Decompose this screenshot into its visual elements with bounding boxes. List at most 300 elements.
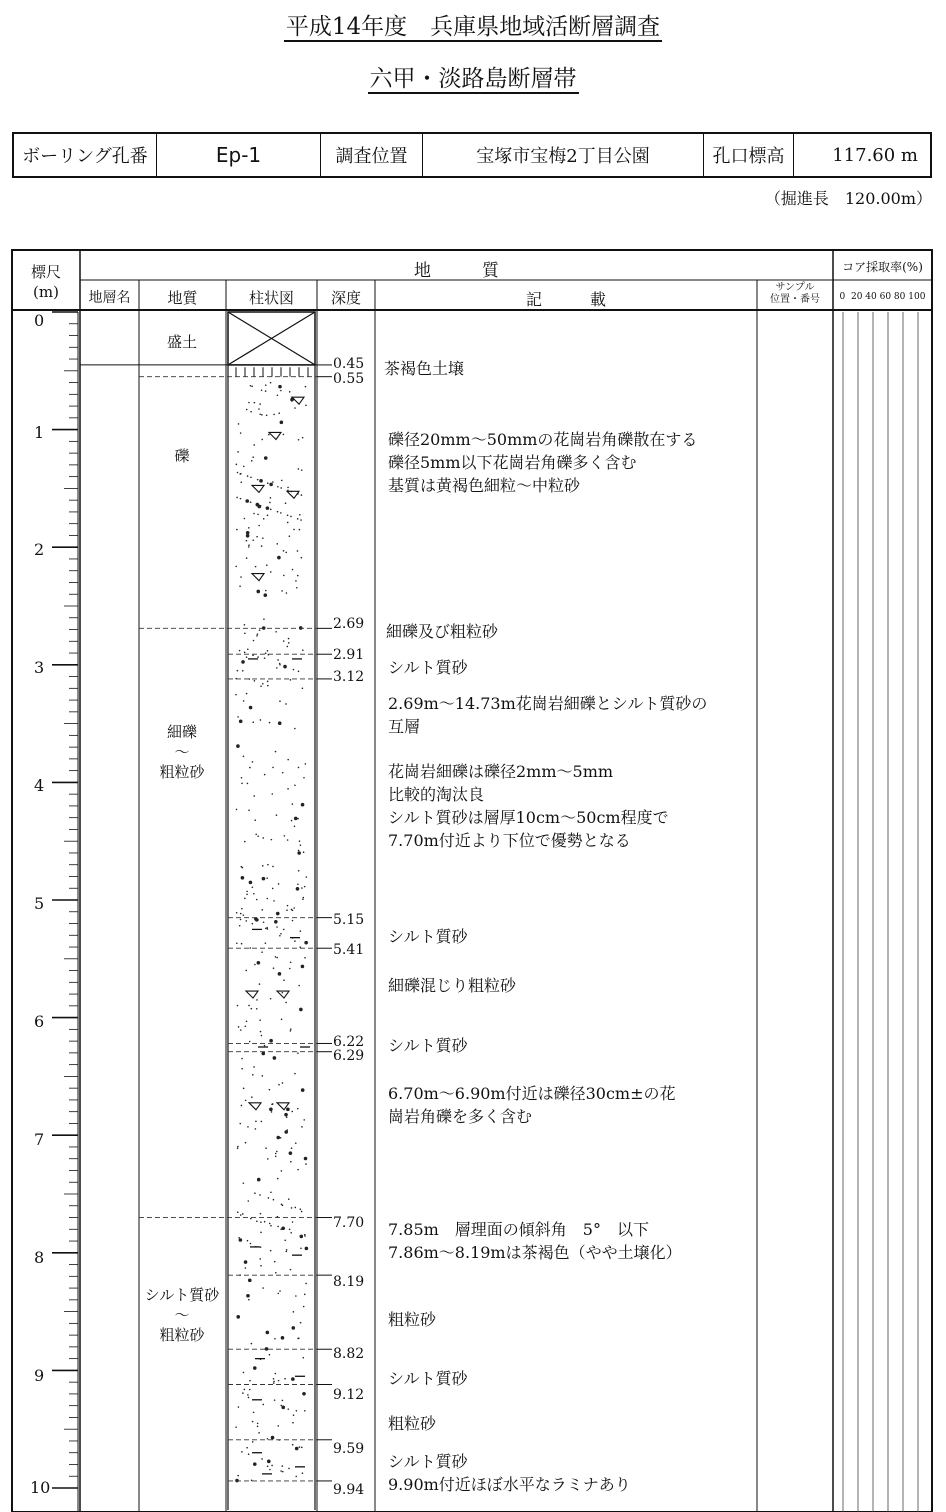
gravel-dot — [294, 817, 298, 821]
gravel-dot — [281, 1019, 283, 1021]
gravel-dot — [275, 1373, 277, 1375]
gravel-dot — [291, 1326, 295, 1330]
gravel-dot — [263, 921, 265, 923]
gravel-dot — [272, 866, 274, 868]
gravel-dot — [246, 891, 248, 893]
gravel-dot — [237, 1475, 239, 1477]
gravel-dot — [300, 844, 302, 846]
gravel-dot — [247, 475, 249, 477]
gravel-dot — [242, 1392, 244, 1394]
depth-header: 深度 — [330, 289, 361, 307]
gravel-dot — [270, 1191, 272, 1193]
gravel-dot — [238, 1237, 240, 1239]
gravel-dot — [279, 700, 281, 702]
gravel-dot — [249, 1380, 251, 1382]
gravel-dot — [289, 535, 291, 537]
gravel-dot — [304, 957, 306, 959]
description-text: シルト質砂 — [388, 658, 468, 677]
gravel-dot — [302, 437, 304, 439]
gravel-dot — [250, 1218, 252, 1220]
gravel-dot — [286, 1249, 288, 1251]
gravel-dot — [240, 498, 242, 500]
gravel-dot — [305, 1283, 307, 1285]
gravel-dot — [287, 487, 289, 489]
gravel-dot — [294, 826, 296, 828]
gravel-dot — [299, 529, 301, 531]
gravel-dot — [265, 928, 267, 930]
gravel-dot — [302, 1392, 306, 1396]
scale-tick-label: 7 — [34, 1130, 45, 1149]
gravel-dot — [244, 1260, 248, 1264]
gravel-dot — [280, 1470, 282, 1472]
gravel-dot — [270, 1250, 272, 1252]
elevation-label: 孔口標高 — [704, 134, 794, 176]
gravel-dot — [268, 434, 270, 436]
gravel-dot — [273, 414, 275, 416]
gravel-dot — [276, 1151, 278, 1153]
gravel-dot — [277, 1178, 279, 1180]
depth-label: 8.82 — [333, 1346, 365, 1362]
gravel-dot — [301, 1447, 303, 1449]
gravel-dot — [250, 385, 252, 387]
gravel-dot — [253, 513, 255, 515]
gravel-dot — [283, 640, 285, 642]
gravel-dot — [297, 1108, 299, 1110]
geology-header: 地質 — [167, 289, 198, 307]
gravel-dot — [259, 629, 261, 631]
pebble-mark — [287, 491, 299, 498]
description-text: シルト質砂 9.90m付近ほぼ水平なラミナあり — [388, 1452, 631, 1494]
scale-tick-label: 3 — [34, 658, 45, 677]
gravel-dot — [259, 1194, 261, 1196]
gravel-dot — [249, 947, 251, 949]
gravel-dot — [288, 642, 290, 644]
gravel-dot — [257, 1426, 259, 1428]
gravel-dot — [253, 893, 255, 895]
gravel-dot — [298, 439, 300, 441]
gravel-dot — [278, 972, 282, 976]
gravel-dot — [246, 409, 248, 411]
gravel-dot — [259, 413, 261, 415]
gravel-dot — [276, 543, 278, 545]
gravel-dot — [237, 1211, 239, 1213]
gravel-dot — [250, 411, 252, 413]
gravel-dot — [245, 1267, 247, 1269]
gravel-dot — [247, 1200, 249, 1202]
gravel-dot — [274, 1399, 276, 1401]
gravel-dot — [257, 514, 259, 516]
gravel-dot — [264, 1045, 266, 1047]
gravel-dot — [280, 487, 282, 489]
gravel-dot — [260, 685, 262, 687]
gravel-dot — [246, 1020, 248, 1022]
gravel-dot — [236, 529, 238, 531]
gravel-dot — [237, 1146, 239, 1148]
gravel-dot — [237, 472, 239, 474]
gravel-dot — [272, 481, 274, 483]
gravel-dot — [295, 1447, 299, 1451]
gravel-dot — [246, 894, 248, 896]
gravel-dot — [239, 473, 241, 475]
gravel-dot — [267, 1460, 271, 1464]
gravel-dot — [283, 665, 287, 669]
gravel-dot — [290, 1269, 292, 1271]
gravel-dot — [277, 1226, 279, 1228]
depth-label: 8.19 — [333, 1274, 365, 1290]
gravel-dot — [255, 833, 257, 835]
gravel-dot — [248, 402, 250, 404]
gravel-dot — [302, 687, 304, 689]
gravel-dot — [269, 1223, 271, 1225]
gravel-dot — [243, 756, 245, 758]
gravel-dot — [261, 909, 263, 911]
gravel-dot — [305, 1247, 309, 1251]
gravel-dot — [267, 1158, 269, 1160]
gravel-dot — [272, 767, 274, 769]
description-text: 粗粒砂 — [388, 1310, 437, 1329]
gravel-dot — [238, 423, 240, 425]
gravel-dot — [285, 552, 287, 554]
gravel-dot — [252, 1441, 254, 1443]
gravel-dot — [260, 1213, 262, 1215]
gravel-dot — [253, 1366, 257, 1370]
gravel-dot — [283, 929, 285, 931]
gravel-dot — [248, 527, 250, 529]
gravel-dot — [298, 850, 300, 852]
gravel-dot — [281, 590, 283, 592]
gravel-dot — [251, 386, 253, 388]
gravel-dot — [241, 866, 243, 868]
gravel-dot — [252, 654, 254, 656]
gravel-dot — [276, 814, 278, 816]
gravel-dot — [244, 1389, 246, 1391]
gravel-dot — [241, 777, 243, 779]
gravel-dot — [298, 468, 300, 470]
gravel-dot — [258, 525, 260, 527]
gravel-dot — [239, 650, 241, 652]
gravel-dot — [291, 820, 293, 822]
gravel-dot — [241, 660, 245, 664]
gravel-dot — [304, 1157, 308, 1161]
gravel-dot — [235, 694, 237, 696]
gravel-dot — [241, 943, 243, 945]
gravel-dot — [298, 985, 300, 987]
gravel-dot — [269, 722, 271, 724]
scale-tick-label: 2 — [34, 540, 45, 559]
gravel-dot — [277, 659, 279, 661]
gravel-dot — [249, 881, 253, 885]
gravel-dot — [291, 1207, 293, 1209]
gravel-dot — [289, 968, 291, 970]
depth-ruler — [52, 312, 78, 1512]
gravel-dot — [298, 1337, 300, 1339]
gravel-dot — [256, 899, 258, 901]
pebble-mark — [246, 991, 258, 998]
gravel-dot — [286, 592, 288, 594]
description-text: 花崗岩細礫は礫径2mm～5mm 比較的淘汰良 シルト質砂は層厚10cm～50cm程度で 7.70m付近より下位で優勢となる — [388, 762, 669, 850]
gravel-dot — [297, 518, 299, 520]
gravel-dot — [246, 540, 248, 542]
gravel-dot — [266, 877, 268, 879]
gravel-dot — [257, 1178, 261, 1182]
gravel-dot — [247, 1126, 249, 1128]
gravel-dot — [290, 1030, 292, 1032]
gravel-dot — [241, 1058, 243, 1060]
gravel-dot — [255, 918, 259, 922]
gravel-dot — [297, 883, 299, 885]
gravel-dot — [260, 1221, 262, 1223]
gravel-dot — [244, 652, 246, 654]
gravel-dot — [265, 590, 267, 592]
gravel-dot — [276, 926, 278, 928]
gravel-dot — [243, 700, 245, 702]
gravel-dot — [301, 1088, 305, 1092]
description-text: 茶褐色土壌 — [384, 359, 465, 378]
gravel-dot — [242, 670, 244, 672]
gravel-dot — [283, 575, 285, 577]
gravel-dot — [246, 693, 248, 695]
gravel-dot — [255, 1128, 257, 1130]
gravel-dot — [240, 432, 242, 434]
gravel-dot — [271, 793, 273, 795]
gravel-dot — [268, 1197, 270, 1199]
gravel-dot — [280, 512, 282, 514]
gravel-dot — [249, 1389, 251, 1391]
gravel-dot — [282, 1205, 284, 1207]
gravel-dot — [278, 1380, 280, 1382]
gravel-dot — [253, 444, 255, 446]
gravel-dot — [273, 1199, 275, 1201]
gravel-dot — [254, 819, 256, 821]
gravel-dot — [273, 967, 275, 969]
gravel-dot — [237, 716, 239, 718]
gravel-dot — [240, 481, 242, 483]
gravel-dot — [287, 839, 289, 841]
gravel-dot — [248, 1295, 250, 1297]
description-text: 7.85m 層理面の傾斜角 5° 以下 7.86m～8.19mは茶褐色（やや土壌化） — [388, 1220, 682, 1262]
geology-unit-gravel: 礫 — [174, 447, 190, 465]
gravel-dot — [283, 979, 285, 981]
gravel-dot — [260, 1232, 262, 1234]
gravel-dot — [273, 1378, 275, 1380]
gravel-dot — [236, 497, 238, 499]
location-label: 調査位置 — [321, 134, 423, 176]
gravel-dot — [248, 546, 250, 548]
gravel-dot — [254, 1192, 256, 1194]
gravel-dot — [271, 1111, 273, 1113]
gravel-dot — [246, 534, 250, 538]
gravel-dot — [304, 941, 308, 945]
gravel-dot — [302, 649, 304, 651]
gravel-dot — [261, 389, 263, 391]
gravel-dot — [263, 518, 265, 520]
pebble-mark — [277, 991, 289, 998]
gravel-dot — [270, 998, 272, 1000]
gravel-dot — [245, 1100, 247, 1102]
gravel-dot — [241, 1451, 243, 1453]
gravel-dot — [298, 671, 300, 673]
gravel-dot — [235, 566, 237, 568]
gravel-dot — [243, 1182, 245, 1184]
gravel-dot — [252, 721, 254, 723]
gravel-dot — [304, 1235, 306, 1237]
scale-header: 標尺 (m) — [30, 263, 61, 301]
gravel-dot — [267, 1466, 269, 1468]
gravel-dot — [301, 803, 305, 807]
gravel-dot — [298, 870, 300, 872]
gravel-dot — [299, 946, 301, 948]
gravel-dot — [261, 1458, 263, 1460]
gravel-dot — [248, 1397, 250, 1399]
gravel-dot — [296, 887, 300, 891]
gravel-dot — [266, 1331, 270, 1335]
gravel-dot — [267, 1438, 269, 1440]
gravel-dot — [245, 970, 247, 972]
gravel-dot — [305, 1163, 307, 1165]
gravel-dot — [240, 576, 242, 578]
gravel-dot — [280, 1405, 282, 1407]
gravel-dot — [236, 912, 238, 914]
gravel-dot — [303, 1306, 305, 1308]
gravel-dot — [260, 719, 262, 721]
gravel-dot — [252, 539, 254, 541]
boring-no-value: Ep-1 — [157, 134, 321, 176]
gravel-dot — [262, 683, 264, 685]
gravel-dot — [248, 1279, 252, 1283]
gravel-dot — [252, 923, 254, 925]
depth-label: 9.12 — [333, 1387, 365, 1403]
gravel-dot — [284, 1113, 288, 1117]
gravel-dot — [285, 1251, 287, 1253]
gravel-dot — [278, 721, 282, 725]
scale-tick-label: 1 — [34, 423, 45, 442]
gravel-dot — [236, 464, 238, 466]
gravel-dot — [241, 1068, 243, 1070]
gravel-dot — [269, 1354, 271, 1356]
gravel-dot — [304, 1410, 306, 1412]
gravel-dot — [266, 415, 268, 417]
gravel-dot — [277, 1293, 279, 1295]
gravel-dot — [270, 382, 272, 384]
gravel-dot — [259, 479, 263, 483]
gravel-dot — [292, 1422, 294, 1424]
gravel-dot — [299, 840, 301, 842]
gravel-dot — [273, 1381, 275, 1383]
gravel-dot — [262, 1075, 264, 1077]
gravel-dot — [267, 650, 269, 652]
gravel-dot — [249, 1041, 251, 1043]
depth-label: 9.94 — [333, 1482, 365, 1498]
gravel-dot — [265, 390, 267, 392]
gravel-dot — [261, 414, 263, 416]
gravel-dot — [292, 803, 294, 805]
scale-tick-label: 9 — [34, 1366, 45, 1385]
gravel-dot — [267, 681, 269, 683]
gravel-dot — [294, 728, 296, 730]
gravel-dot — [256, 1221, 258, 1223]
gravel-dot — [256, 999, 258, 1001]
gravel-dot — [282, 1471, 284, 1473]
gravel-dot — [277, 1425, 279, 1427]
gravel-dot — [244, 898, 246, 900]
pebble-mark — [249, 1103, 261, 1110]
gravel-dot — [265, 1347, 269, 1351]
gravel-dot — [284, 1378, 286, 1380]
gravel-dot — [240, 919, 242, 921]
depth-label: 2.69 — [333, 616, 365, 632]
gravel-dot — [299, 1008, 303, 1012]
gravel-dot — [251, 1096, 253, 1098]
gravel-dot — [258, 1432, 260, 1434]
gravel-dot — [269, 1469, 271, 1471]
core-rate-scale: 0 20 40 60 80 100 — [839, 292, 926, 302]
gravel-dot — [256, 590, 260, 594]
gravel-dot — [270, 497, 272, 499]
gravel-dot — [288, 1468, 290, 1470]
gravel-dot — [254, 402, 256, 404]
gravel-dot — [244, 632, 246, 634]
gravel-dot — [277, 556, 281, 560]
gravel-dot — [271, 1465, 273, 1467]
description-text: 細礫混じり粗粒砂 — [388, 976, 517, 995]
gravel-dot — [267, 685, 269, 687]
scale-tick-label: 0 — [34, 311, 45, 330]
gravel-dot — [239, 1238, 243, 1242]
gravel-dot — [273, 1382, 275, 1384]
gravel-dot — [286, 1108, 290, 1112]
gravel-dot — [259, 983, 261, 985]
gravel-dot — [273, 900, 275, 902]
geology-group-header: 地 質 — [414, 261, 499, 281]
gravel-dot — [294, 1073, 296, 1075]
gravel-dot — [266, 564, 268, 566]
gravel-dot — [250, 1243, 252, 1245]
gravel-dot — [283, 550, 285, 552]
gravel-dot — [301, 1126, 303, 1128]
gravel-dot — [264, 657, 266, 659]
gravel-dot — [301, 494, 303, 496]
gravel-dot — [295, 1476, 297, 1478]
description-text: シルト質砂 — [388, 927, 468, 946]
gravel-dot — [257, 961, 261, 965]
gravel-dot — [250, 501, 252, 503]
gravel-dot — [249, 767, 251, 769]
gravel-dot — [302, 898, 304, 900]
gravel-dot — [252, 456, 254, 458]
pebble-mark — [252, 574, 264, 581]
gravel-dot — [287, 759, 289, 761]
gravel-dot — [241, 1105, 243, 1107]
gravel-dot — [292, 400, 294, 402]
gravel-dot — [258, 408, 260, 410]
scale-tick-label: 6 — [34, 1012, 45, 1031]
gravel-dot — [281, 1226, 285, 1230]
gravel-dot — [246, 656, 248, 658]
gravel-dot — [301, 1211, 303, 1213]
gravel-dot — [252, 761, 254, 763]
gravel-dot — [277, 486, 279, 488]
gravel-dot — [301, 469, 303, 471]
gravel-dot — [295, 1295, 297, 1297]
geology-unit-fine-gravel: 細礫 ～ 粗粒砂 — [159, 723, 205, 781]
gravel-dot — [283, 434, 285, 436]
gravel-dot — [245, 1142, 247, 1144]
gravel-dot — [256, 1008, 258, 1010]
gravel-dot — [294, 784, 296, 786]
gravel-dot — [239, 720, 243, 724]
gravel-dot — [256, 536, 258, 538]
boring-no-label: ボーリング孔番 — [14, 134, 157, 176]
